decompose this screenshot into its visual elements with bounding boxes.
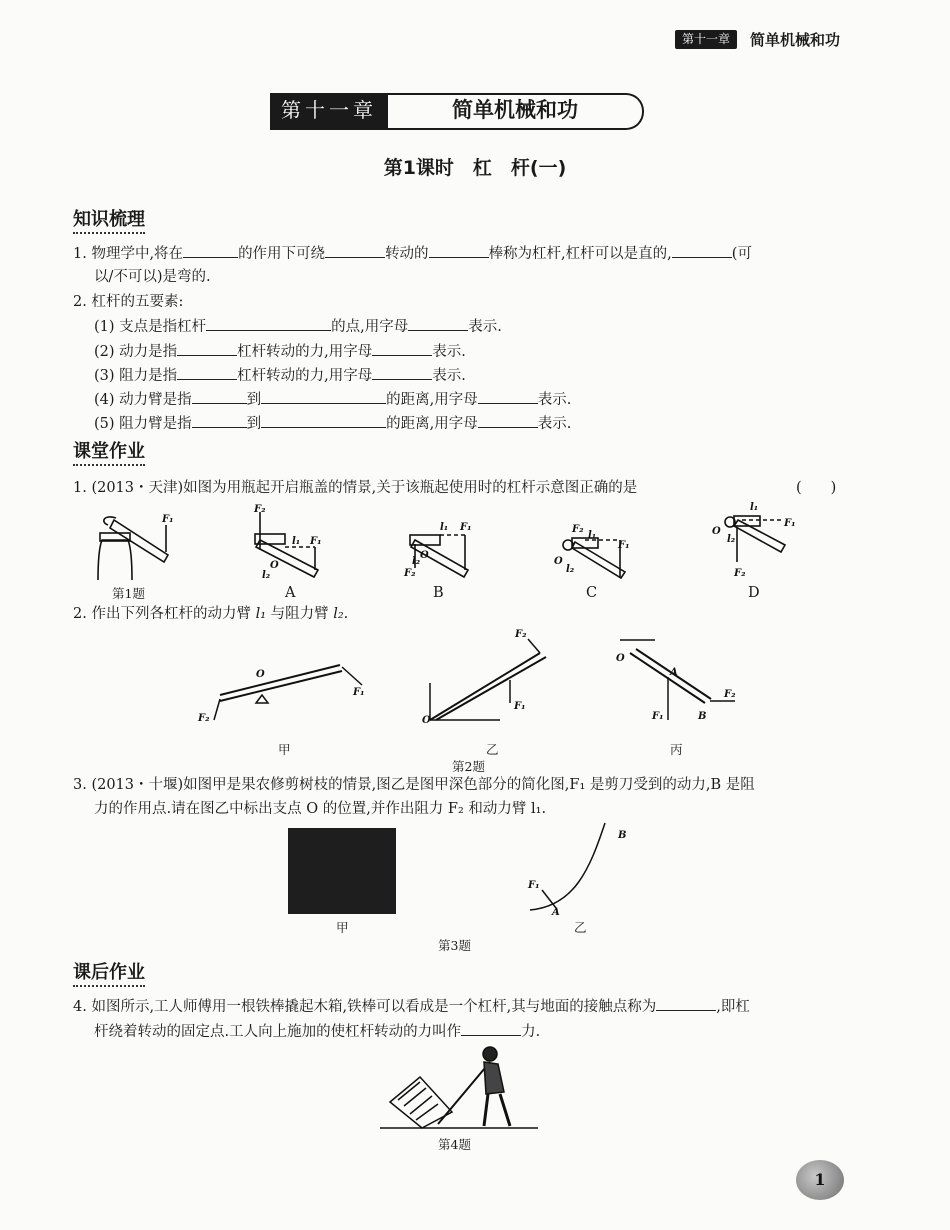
knowledge-q1-line2: 以/不可以)是弯的. (94, 269, 211, 285)
header-title: 简单机械和功 (750, 31, 841, 49)
q2-jia-label-f1: F₁ (353, 687, 365, 698)
q4-figure-worker-crate (380, 1042, 540, 1132)
q1c-label-o: O (554, 556, 563, 567)
q1a-label-l1: l₁ (292, 536, 301, 547)
q1a-label-f2: F₂ (254, 504, 266, 515)
q2-yi-label-f2: F₂ (515, 629, 527, 640)
q2-bing-label-b: B (698, 711, 707, 722)
homework-q4-line2: 杆绕着转动的固定点.工人向上施加的使杠杆转动的力叫作 力. (94, 1021, 540, 1042)
q3-caption-jia: 甲 (336, 920, 349, 935)
q1a-label-f1: F₁ (310, 536, 322, 547)
q1a-label-o: O (270, 560, 279, 571)
q3-figure-yi (520, 818, 640, 918)
lesson-title: 第1课时 杠 杆(一) (383, 157, 567, 179)
q1b-label-f1: F₁ (460, 522, 472, 533)
q2-bing-label-f1: F₁ (652, 711, 664, 722)
knowledge-item-3: (3) 阻力是指 杠杆转动的力,用字母 表示. (94, 365, 466, 386)
classwork-q1-answer-paren: ( ) (796, 480, 837, 496)
section-knowledge: 知识梳理 (73, 205, 145, 234)
q1-caption-fig: 第1题 (112, 586, 145, 601)
q2-yi-label-f1: F₁ (514, 701, 526, 712)
homework-q4-line1: 4. 如图所示,工人师傅用一根铁棒撬起木箱,铁棒可以看成是一个杠杆,其与地面的接触点称为 ,即杠 (73, 996, 750, 1017)
q3-label-f1: F₁ (528, 880, 540, 891)
chapter-banner-title: 简单机械和功 (452, 98, 578, 122)
q1c-label-l1: l₁ (588, 530, 597, 541)
q1d-label-f1: F₁ (784, 518, 796, 529)
section-homework: 课后作业 (73, 958, 145, 987)
q1d-label-f2: F₂ (734, 568, 746, 579)
knowledge-item-4: (4) 动力臂是指 到 的距离,用字母 表示. (94, 389, 571, 410)
q1-caption-c: C (586, 585, 598, 601)
page-number-badge: 1 (796, 1160, 844, 1200)
classwork-q3-line1: 3. (2013・十堰)如图甲是果农修剪树枝的情景,图乙是图甲深色部分的简化图,F₁ 是剪刀受到的动力,B 是阻 (73, 777, 755, 793)
q1d-label-o: O (712, 526, 721, 537)
knowledge-item-5: (5) 阻力臂是指 到 的距离,用字母 表示. (94, 413, 571, 434)
q2-jia-label-f2: F₂ (198, 713, 210, 724)
q2-bing-label-o: O (616, 653, 625, 664)
q3-label-a: A (552, 907, 560, 918)
q2-caption-jia: 甲 (278, 742, 291, 757)
q1b-label-l1: l₁ (440, 522, 449, 533)
q1b-label-o: O (420, 550, 429, 561)
q2-caption-yi: 乙 (486, 742, 499, 757)
q1d-label-l2: l₂ (727, 534, 736, 545)
q1-caption-d: D (748, 585, 760, 601)
knowledge-q2: 2. 杠杆的五要素: (73, 294, 184, 310)
q2-bing-label-a: A (670, 667, 678, 678)
q3-label-b: B (618, 830, 627, 841)
q2-caption-bing: 丙 (670, 742, 683, 757)
q2-figure-caption: 第2题 (452, 759, 485, 774)
q1-fig-label-f1: F₁ (162, 514, 174, 525)
q1c-label-l2: l₂ (566, 564, 575, 575)
q1a-label-l2: l₂ (262, 570, 271, 581)
chapter-banner-chip: 第十一章 (270, 93, 388, 128)
classwork-q1: 1. (2013・天津)如图为用瓶起开启瓶盖的情景,关于该瓶起使用时的杠杆示意图正确的是 (73, 480, 638, 496)
q1d-label-l1: l₁ (750, 502, 759, 513)
classwork-q3-line2: 力的作用点.请在图乙中标出支点 O 的位置,并作出阻力 F₂ 和动力臂 l₁. (94, 801, 547, 817)
knowledge-item-1: (1) 支点是指杠杆 的点,用字母 表示. (94, 316, 502, 337)
knowledge-q1-line1: 1. 物理学中,将在 的作用下可绕 转动的 棒称为杠杆,杠杆可以是直的, (可 (73, 243, 752, 264)
q2-yi-label-o: O (422, 715, 431, 726)
q1b-label-f2: F₂ (404, 568, 416, 579)
q1c-label-f2: F₂ (572, 524, 584, 535)
q2-bing-label-f2: F₂ (724, 689, 736, 700)
q1-caption-b: B (433, 585, 444, 601)
q3-caption-yi: 乙 (574, 920, 587, 935)
header-chapter-chip: 第十一章 (675, 30, 737, 49)
classwork-q2: 2. 作出下列各杠杆的动力臂 l₁ 与阻力臂 l₂. (73, 606, 349, 622)
q1b-label-l2: l₂ (412, 556, 421, 567)
q4-figure-caption: 第4题 (438, 1137, 471, 1152)
q3-figure-caption: 第3题 (438, 938, 471, 953)
q1c-label-f1: F₁ (618, 540, 630, 551)
q2-figures (190, 625, 750, 735)
section-classwork: 课堂作业 (73, 437, 145, 466)
q2-jia-label-o: O (256, 669, 265, 680)
knowledge-item-2: (2) 动力是指 杠杆转动的力,用字母 表示. (94, 341, 466, 362)
q1-caption-a: A (285, 585, 296, 601)
q3-photo-jia (288, 828, 396, 914)
q1-figures (70, 500, 860, 605)
